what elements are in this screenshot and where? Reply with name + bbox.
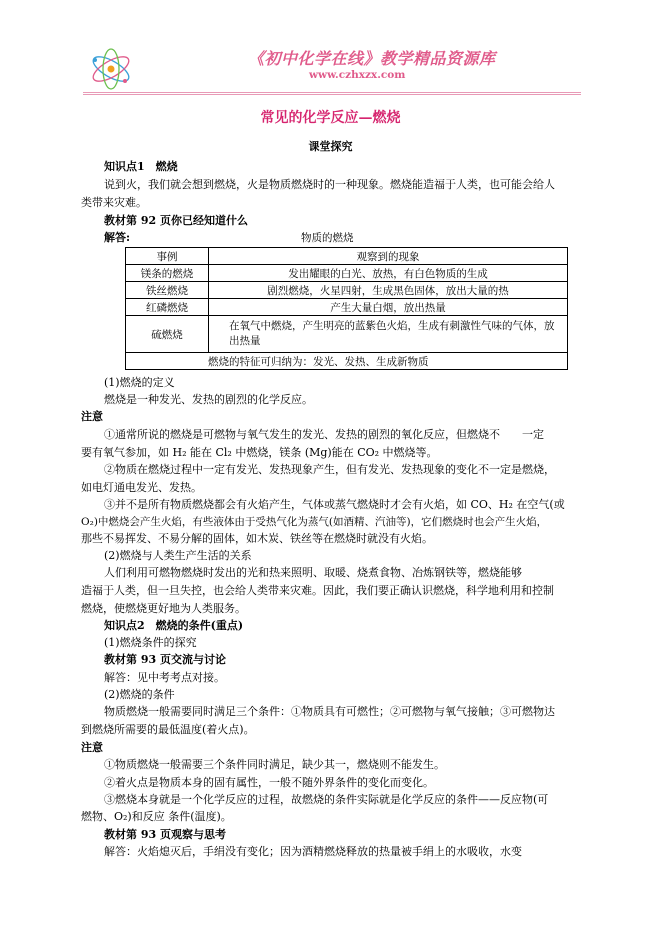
combustion-table <box>125 247 568 370</box>
table-row <box>126 282 568 299</box>
document-title: 常见的化学反应—燃烧 <box>260 110 401 126</box>
table-header-cell: 观察到的现象 <box>209 248 568 265</box>
knowledge-point-2: 知识点2 燃烧的条件(重点) <box>104 619 244 632</box>
paragraph-line: 如电灯通电发光、发热。 <box>81 481 202 494</box>
paragraph-line: 类带来灾难。 <box>81 196 147 209</box>
textbook-heading: 教材第 93 页交流与讨论 <box>104 653 226 666</box>
table-row <box>126 316 568 353</box>
paragraph-line: ①物质燃烧一般需要三个条件同时满足，缺少其一，燃烧则不能发生。 <box>104 758 445 771</box>
section-title: 课堂探究 <box>308 140 353 153</box>
subheading: (1)燃烧的定义 <box>104 376 175 389</box>
note-label: 注意 <box>81 741 103 754</box>
paragraph-line: 人们利用可燃物燃烧时发出的光和热来照明、取暖、烧煮食物、冶炼钢铁等，燃烧能够 <box>104 566 522 579</box>
paragraph-line: O₂)中燃烧会产生火焰，有些液体由于受热气化为蒸气(如酒精、汽油等)，它们燃烧时也会产生火焰， <box>81 516 548 528</box>
atom-logo-icon <box>87 46 135 92</box>
paragraph-line: 燃物、O₂)和反应 条件(温度)。 <box>81 810 232 823</box>
paragraph-line: 要有氧气参加，如 H₂ 能在 Cl₂ 中燃烧，镁条 (Mg)能在 CO₂ 中燃烧等。 <box>81 446 438 459</box>
table-caption: 物质的燃烧 <box>301 232 354 244</box>
paragraph-line: ①通常所说的燃烧是可燃物与氧气发生的发光、发热的剧烈的氧化反应，但燃烧不 一定 <box>104 428 544 441</box>
answer-line: 解答：火焰熄灭后，手绢没有变化；因为酒精燃烧释放的热量被手绢上的水吸收，水变 <box>104 845 522 858</box>
answer-label: 解答: <box>104 231 131 244</box>
knowledge-point-1: 知识点1 燃烧 <box>104 160 178 173</box>
paragraph-line: ③并不是所有物质燃烧都会有火焰产生，气体或蒸气燃烧时才会有火焰，如 CO、H₂ 在空气(或 <box>104 498 565 511</box>
table-cell: 发出耀眼的白光、放热，有白色物质的生成 <box>209 265 568 282</box>
note-label: 注意 <box>81 410 103 423</box>
subheading: (2)燃烧的条件 <box>104 688 175 701</box>
table-header-cell: 事例 <box>126 248 209 265</box>
answer-line: 解答：见中考考点对接。 <box>104 671 225 684</box>
paragraph-line: 说到火，我们就会想到燃烧，火是物质燃烧时的一种现象。燃烧能造福于人类，也可能会给人 <box>104 178 555 191</box>
table-cell: 产生大量白烟，放出热量 <box>209 299 568 316</box>
table-cell: 铁丝燃烧 <box>126 282 209 299</box>
table-row <box>126 265 568 282</box>
table-cell: 镁条的燃烧 <box>126 265 209 282</box>
table-summary-row <box>126 353 568 370</box>
table-cell: 在氧气中燃烧，产生明亮的蓝紫色火焰，生成有刺激性气味的气体，放出热量 <box>209 316 568 353</box>
paragraph-line: 那些不易挥发、不易分解的固体，如木炭、铁丝等在燃烧时就没有火焰。 <box>81 532 433 545</box>
table-cell: 硫燃烧 <box>126 316 209 353</box>
textbook-heading: 教材第 93 页观察与思考 <box>104 828 226 841</box>
subheading: (1)燃烧条件的探究 <box>104 636 197 649</box>
page-header <box>83 44 581 96</box>
paragraph-line: 到燃烧所需要的最低温度(着火点)。 <box>81 723 255 736</box>
header-divider <box>83 92 581 95</box>
textbook-heading: 教材第 92 页你已经知道什么 <box>104 214 248 227</box>
table-row <box>126 299 568 316</box>
table-cell: 剧烈燃烧，火星四射，生成黑色固体，放出大量的热 <box>209 282 568 299</box>
paragraph-line: 燃烧是一种发光、发热的剧烈的化学反应。 <box>104 393 313 406</box>
paragraph-line: 物质燃烧一般需要同时满足三个条件：①物质具有可燃性；②可燃物与氧气接触；③可燃物达 <box>104 705 555 718</box>
site-url[interactable]: www.czhxzx.com <box>309 69 406 81</box>
site-title: 《初中化学在线》教学精品资源库 <box>248 49 496 68</box>
table-summary-cell: 燃烧的特征可归纳为：发光、发热、生成新物质 <box>126 353 568 370</box>
paragraph-line: 造福于人类，但一旦失控，也会给人类带来灾难。因此，我们要正确认识燃烧，科学地利用和控制 <box>81 584 554 597</box>
paragraph-line: 燃烧，使燃烧更好地为人类服务。 <box>81 602 246 615</box>
paragraph-line: ②着火点是物质本身的固有属性，一般不随外界条件的变化而变化。 <box>104 776 434 789</box>
subheading: (2)燃烧与人类生产生活的关系 <box>104 549 252 562</box>
paragraph-line: ②物质在燃烧过程中一定有发光、发热现象产生，但有发光、发热现象的变化不一定是燃烧， <box>104 463 555 476</box>
table-cell: 红磷燃烧 <box>126 299 209 316</box>
table-header-row <box>126 248 568 265</box>
paragraph-line: ③燃烧本身就是一个化学反应的过程，故燃烧的条件实际就是化学反应的条件——反应物(可 <box>104 793 549 806</box>
